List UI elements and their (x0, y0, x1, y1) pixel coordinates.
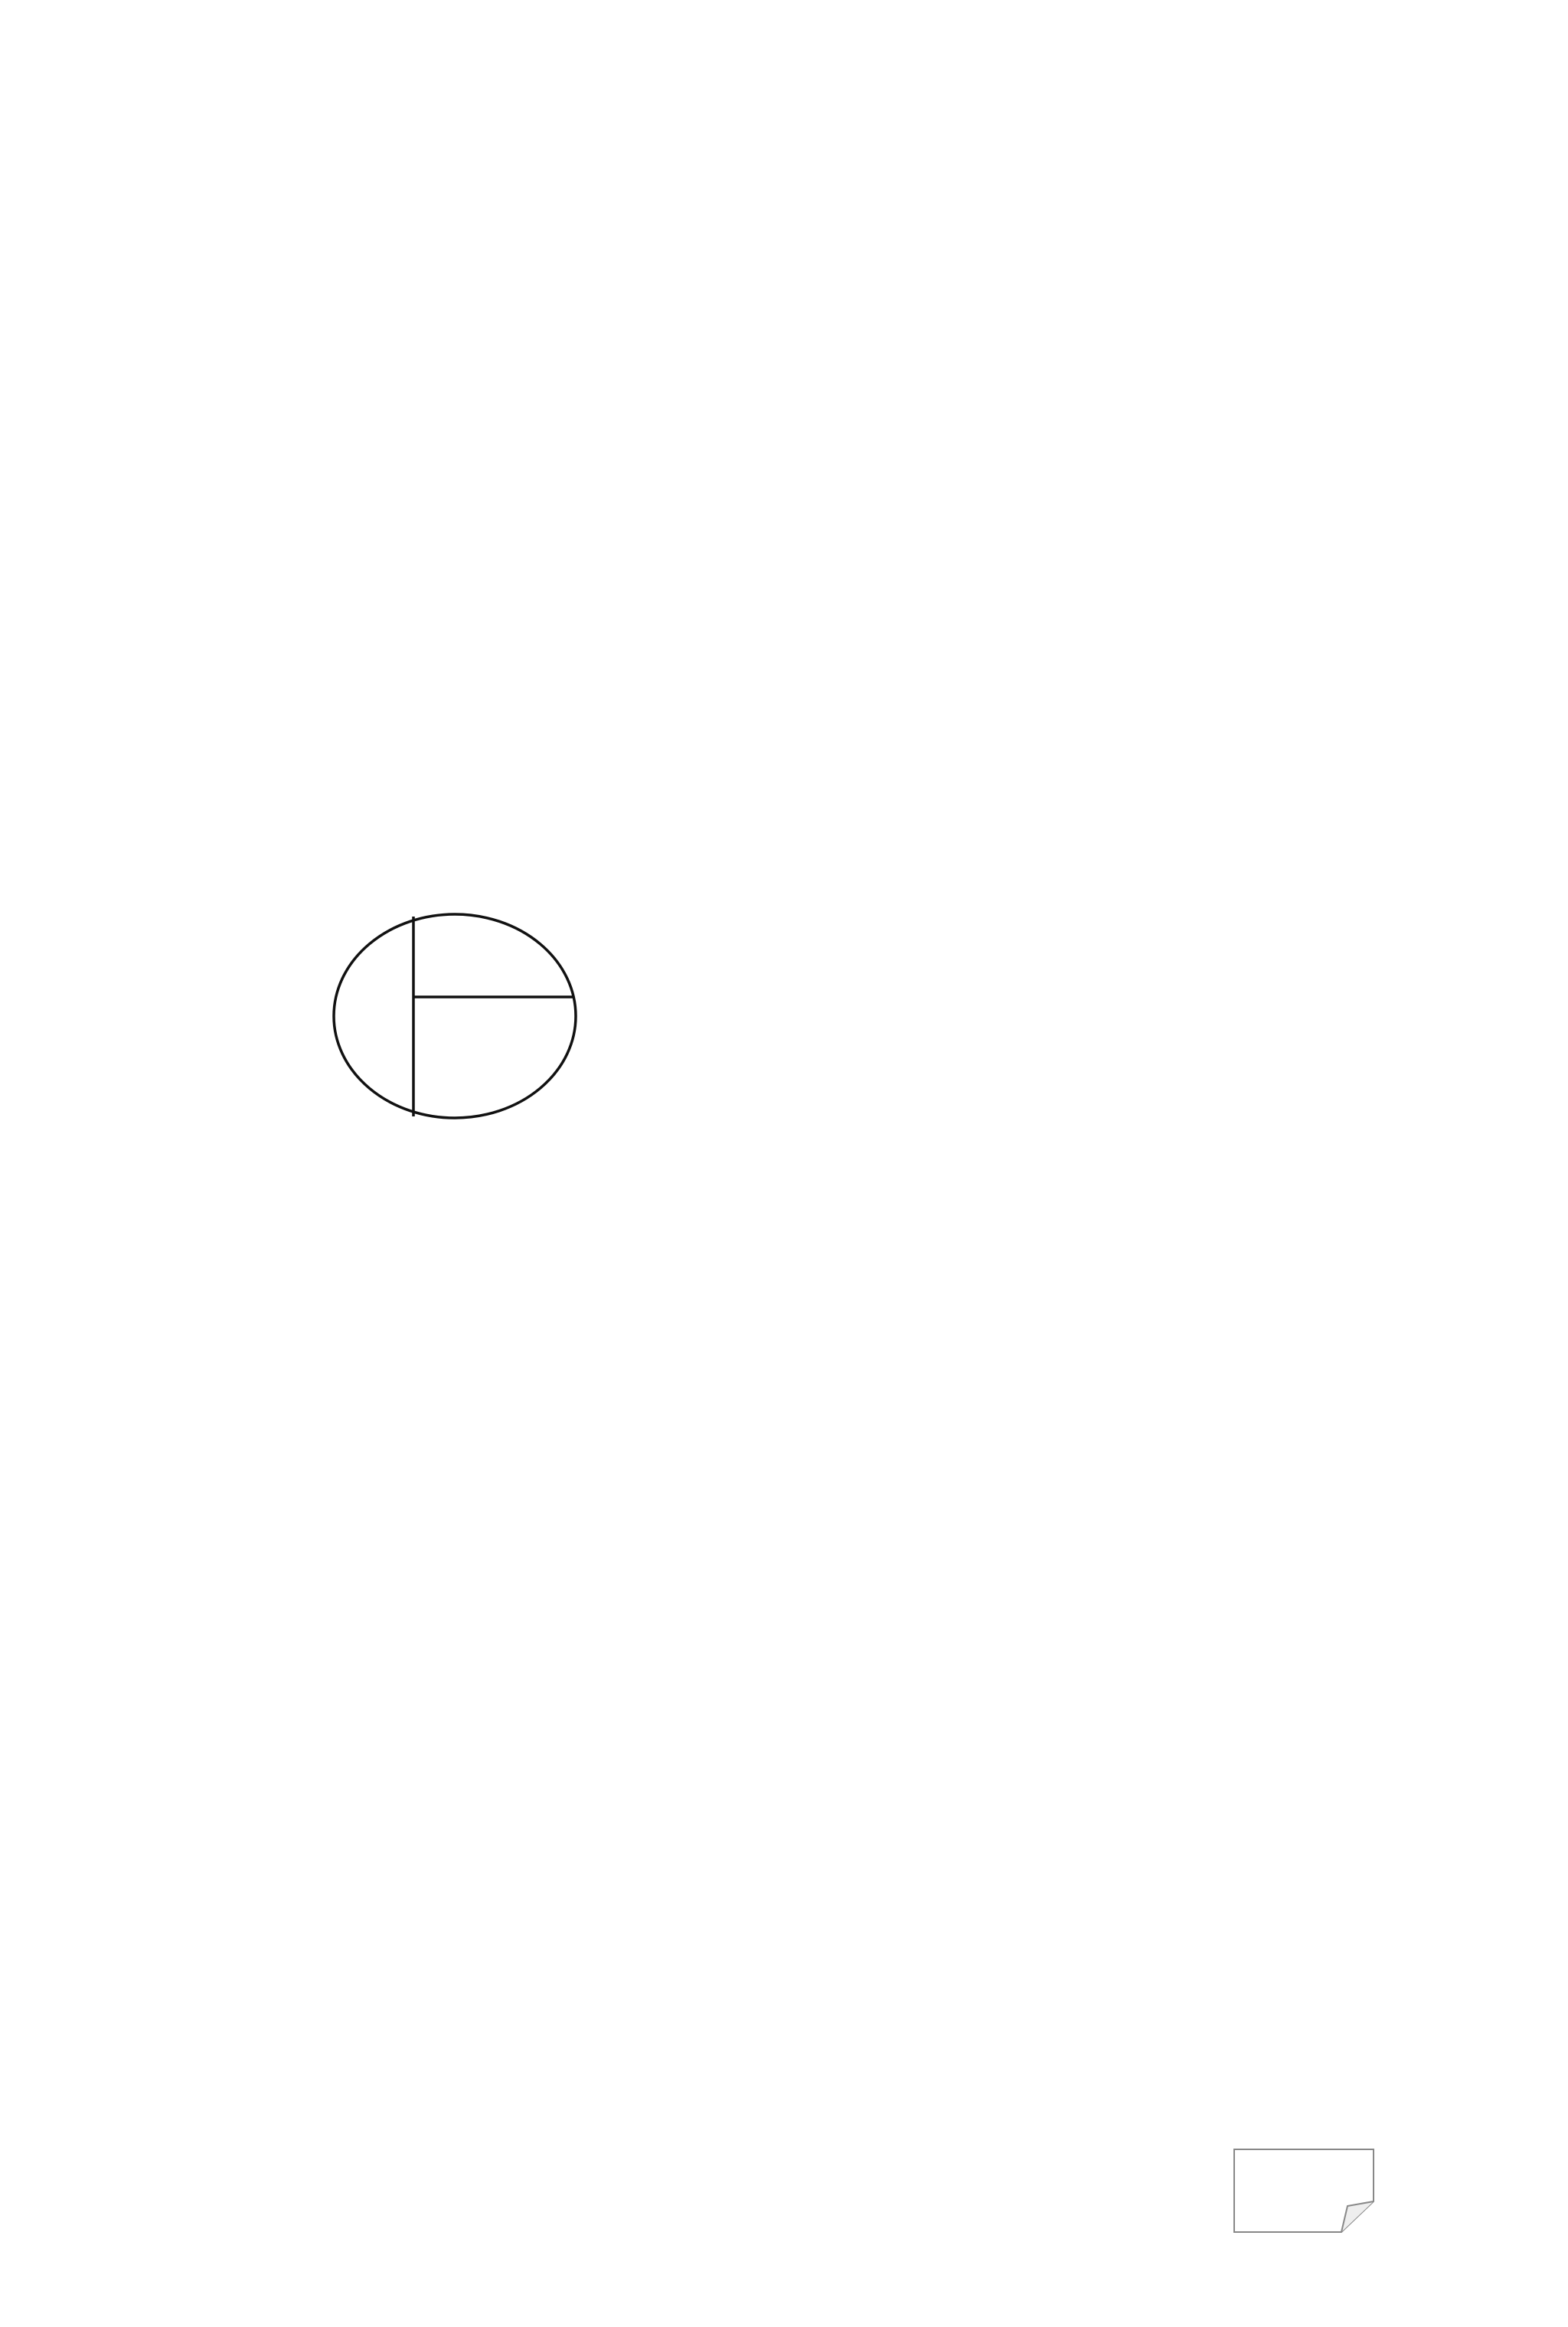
eft-section (207, 1168, 1378, 1688)
page-number-box (1233, 2148, 1375, 2234)
node-legend (328, 904, 588, 1133)
lst-section (207, 1682, 1378, 2111)
intro-paragraph (207, 718, 1378, 871)
network-diagram (0, 0, 1568, 720)
